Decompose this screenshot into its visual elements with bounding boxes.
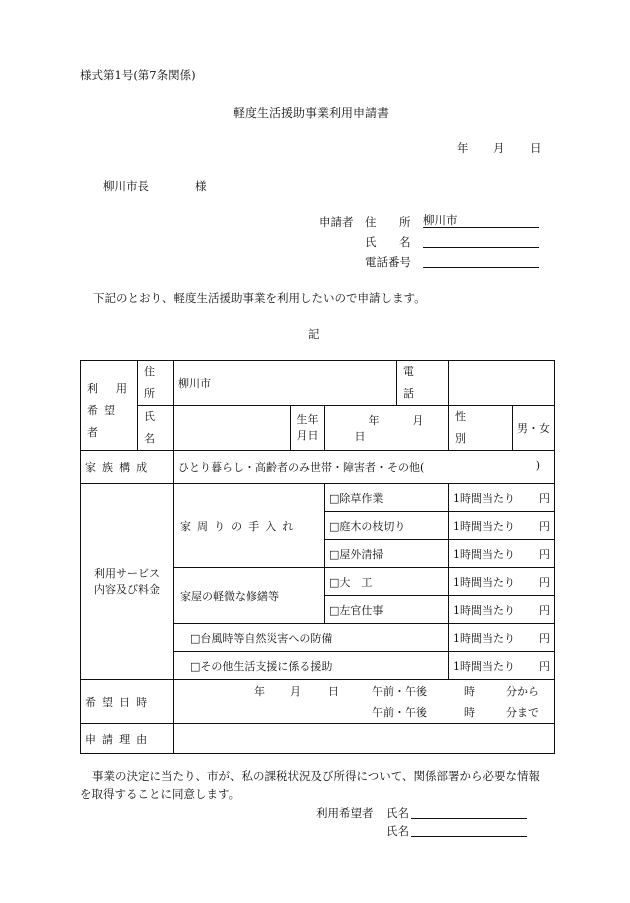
dt-from-hour: 時 [464,685,475,698]
date-day-label: 日 [530,141,542,155]
service-item-disaster[interactable] [174,624,449,652]
sex-label-cell [449,406,513,451]
other-unit: 円 [539,659,550,673]
address-label-cell [138,361,174,406]
pruning-rate: 1時間当たり [453,519,515,533]
carpentry-rate: 1時間当たり [453,575,515,589]
dt-to-min: 分まで [506,706,539,719]
phone-label-1: 電 [403,365,414,378]
applicant-address-label-1: 住 [365,215,377,229]
signer-name-field-1[interactable] [411,803,527,819]
addressee: 柳川市長 [103,179,149,193]
form-title: 軽度生活援助事業利用申請書 [233,106,390,120]
applicant-address-label-2: 所 [399,215,411,229]
phone-label-cell [397,361,449,406]
service-rate-pruning[interactable] [449,512,555,540]
disaster-unit: 円 [539,631,550,645]
applicant-phone-label: 電話番号 [365,255,411,269]
birth-day-label: 日 [354,430,366,443]
user-label-2: 用 [116,381,127,395]
service-rate-carpentry[interactable] [449,568,555,596]
pruning-label: □庭木の枝切り [329,519,406,533]
birth-value-cell[interactable] [325,406,449,451]
user-label-3: 希望者 [87,403,122,439]
carpentry-unit: 円 [539,575,550,589]
phone-label-2: 話 [403,387,414,400]
datetime-label-cell [81,680,174,724]
addressee-honorific: 様 [195,179,207,193]
name-value-cell[interactable] [174,406,291,451]
family-close-paren: ) [535,459,540,472]
sex-label-2: 別 [455,432,466,445]
weeding-rate: 1時間当たり [453,491,515,505]
service-rate-other[interactable] [449,652,555,680]
applicant-name-field[interactable] [423,232,539,248]
name-label-2: 名 [144,432,155,445]
service-label-1: 利用サービス [94,566,160,580]
applicant-address-value: 柳川市 [423,213,458,227]
reason-value-cell[interactable] [174,724,555,754]
sex-options: 男・女 [517,422,550,435]
service-item-other[interactable] [174,652,449,680]
house-label-cell [174,568,325,624]
applicant-label: 申請者 [319,215,354,229]
house-label: 家屋の軽微な修繕等 [180,589,279,603]
signer-name-label-1: 氏名 [386,806,409,820]
dt-to-hour: 時 [464,706,475,719]
family-options-cell[interactable] [174,451,555,484]
service-item-weeding[interactable] [325,484,449,512]
name-label-1: 氏 [144,410,155,423]
phone-value-cell[interactable] [449,361,555,406]
yard-label: 家周りの手入れ [180,519,300,533]
service-item-plastering[interactable] [325,596,449,624]
disaster-label: □台風時等自然災害への防備 [190,631,333,645]
signer-name-field-2[interactable] [411,821,527,837]
birth-month-label: 月 [412,414,424,427]
disaster-rate: 1時間当たり [453,631,515,645]
dt-year-label: 年 [254,685,265,698]
family-options: ひとり暮らし・高齢者のみ世帯・障害者・その他( [178,461,425,474]
signer-name-label-2: 氏名 [386,824,409,838]
weeding-label: □除草作業 [329,491,384,505]
plastering-label: □左官仕事 [329,603,384,617]
consent-line-2: を取得することに同意します。 [80,787,241,801]
birth-label-cell [291,406,325,451]
date-month-label: 月 [493,141,505,155]
carpentry-label: □大 工 [329,575,373,589]
ki-label: 記 [308,327,320,341]
datetime-value-cell[interactable] [174,680,555,724]
user-label-cell [81,361,138,451]
service-rate-disaster[interactable] [449,624,555,652]
service-label-cell [81,484,174,680]
applicant-name-label-2: 名 [399,235,411,249]
intro-text: 下記のとおり、軽度生活援助事業を利用したいので申請します。 [93,291,426,305]
birth-year-label: 年 [368,414,380,427]
family-label-cell [81,451,174,484]
address-label-2: 所 [144,387,155,400]
datetime-label: 希望日時 [85,695,154,709]
birth-label-1: 生年 [296,413,319,426]
cleaning-label: □屋外清掃 [329,547,384,561]
application-table [80,360,555,754]
yard-label-cell [174,484,325,568]
dt-day-label: 日 [328,685,339,698]
reason-label-cell [81,724,174,754]
signer-label: 利用希望者 [316,806,374,820]
address-value-cell[interactable] [174,361,397,406]
service-item-carpentry[interactable] [325,568,449,596]
weeding-unit: 円 [539,491,550,505]
service-item-pruning[interactable] [325,512,449,540]
birth-label-2: 月日 [296,429,319,442]
applicant-name-label-1: 氏 [365,235,377,249]
cleaning-unit: 円 [539,547,550,561]
other-rate: 1時間当たり [453,659,515,673]
service-label-2: 内容及び料金 [94,582,160,596]
dt-to-ampm: 午前・午後 [372,706,427,719]
dt-month-label: 月 [290,685,301,698]
date-year-label: 年 [457,141,469,155]
plastering-unit: 円 [539,603,550,617]
applicant-phone-field[interactable] [423,252,539,268]
form-number: 様式第1号(第7条関係) [80,68,196,82]
cleaning-rate: 1時間当たり [453,547,515,561]
dt-from-ampm: 午前・午後 [372,685,427,698]
family-label: 家族構成 [85,461,154,474]
sex-label-1: 性 [455,410,466,423]
applicant-address-field[interactable] [423,212,539,228]
other-label: □その他生活支援に係る援助 [190,659,333,673]
reason-label: 申請理由 [85,732,154,746]
user-label-1: 利 [87,381,98,395]
consent-line-1: 事業の決定に当たり、市が、私の課税状況及び所得について、関係部署から必要な情報 [92,769,541,783]
name-label-cell [138,406,174,451]
service-item-cleaning[interactable] [325,540,449,568]
plastering-rate: 1時間当たり [453,603,515,617]
service-rate-weeding[interactable] [449,484,555,512]
address-value: 柳川市 [178,377,211,390]
sex-options-cell[interactable] [513,406,555,451]
service-rate-cleaning[interactable] [449,540,555,568]
service-rate-plastering[interactable] [449,596,555,624]
pruning-unit: 円 [539,519,550,533]
dt-from-min: 分から [506,685,539,698]
address-label-1: 住 [144,365,155,378]
